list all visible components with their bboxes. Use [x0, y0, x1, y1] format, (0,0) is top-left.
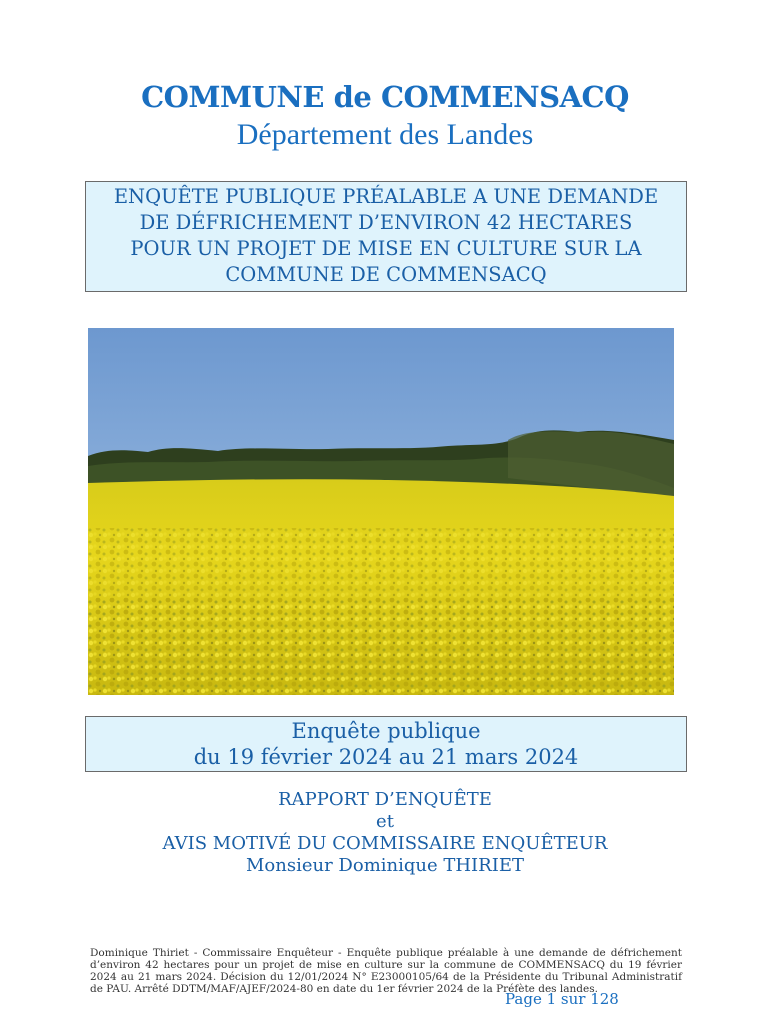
- departement-title: Département des Landes: [236, 118, 534, 151]
- dates-line: du 19 février 2024 au 21 mars 2024: [193, 745, 579, 769]
- report-subtitle: AVIS MOTIVÉ DU COMMISSAIRE ENQUÊTEUR: [162, 833, 608, 854]
- subject-line: ENQUÊTE PUBLIQUE PRÉALABLE A UNE DEMANDE: [113, 185, 659, 208]
- commune-title: COMMUNE de COMMENSACQ: [141, 80, 629, 114]
- subject-line: POUR UN PROJET DE MISE EN CULTURE SUR LA: [130, 237, 642, 260]
- footer-text: Dominique Thiriet - Commissaire Enquêteur - Enquête publique préalable à une demande de défrichement d’environ 42 hectares pour un projet de mise en culture sur la commune de COMMENSACQ du 19 février 2024 au 21 mars 2024. Décision du 12/01/2024 N° E23000105/64 de la Présidente du Tribunal Administratif de PAU. Arrêté DDTM/MAF/AJEF/2024-80 en date du 1er février 2024 de la Préfète des landes.: [90, 947, 682, 995]
- subject-line: DE DÉFRICHEMENT D’ENVIRON 42 HECTARES: [139, 211, 633, 234]
- commissioner-name: Monsieur Dominique THIRIET: [246, 855, 524, 876]
- rapeseed-field-photo: [88, 328, 674, 695]
- report-title: RAPPORT D’ENQUÊTE: [278, 789, 492, 810]
- report-block: [0, 789, 770, 877]
- dates-box: [85, 716, 687, 772]
- dates-line: Enquête publique: [291, 719, 481, 743]
- subject-line: COMMUNE DE COMMENSACQ: [225, 263, 547, 286]
- subject-box: [85, 181, 687, 292]
- page-number: Page 1 sur 128: [505, 990, 619, 1008]
- report-conjunction: et: [376, 811, 394, 832]
